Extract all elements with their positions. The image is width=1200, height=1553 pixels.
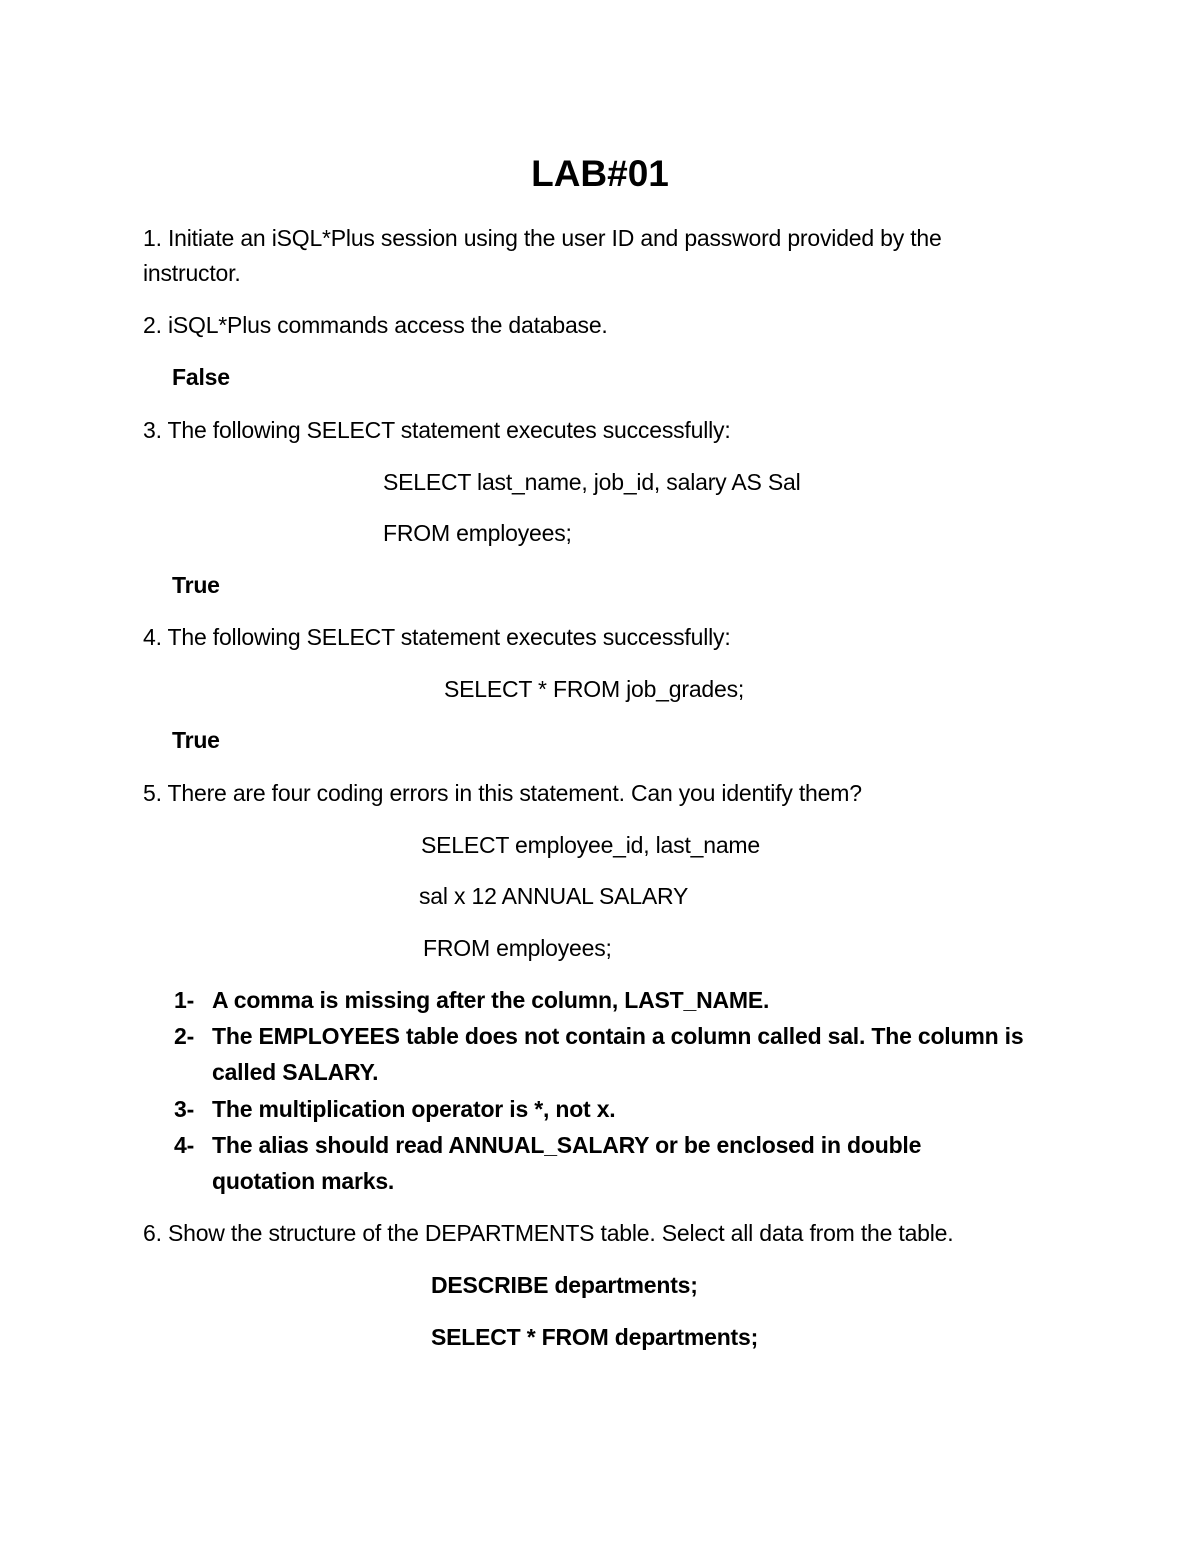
list-number: 2- [174,1023,195,1049]
question-5-code-line: SELECT employee_id, last_name [421,832,760,858]
question-5: 5. There are four coding errors in this statement. Can you identify them? [143,780,862,806]
question-6: 6. Show the structure of the DEPARTMENTS table. Select all data from the table. [143,1220,954,1246]
question-3-code-line: SELECT last_name, job_id, salary AS Sal [383,469,801,495]
answer-list-item [174,985,769,1015]
document-title: LAB#01 [531,153,669,194]
question-1-line-2: instructor. [143,260,241,286]
list-item-text: The multiplication operator is *, not x. [212,1096,616,1122]
list-item-text-continuation: quotation marks. [212,1168,395,1194]
question-3: 3. The following SELECT statement executes successfully: [143,417,731,443]
list-number: 3- [174,1096,195,1122]
list-item-text-continuation: called SALARY. [212,1059,379,1085]
question-5-code-line: FROM employees; [423,935,612,961]
list-number: 1- [174,987,195,1013]
question-4: 4. The following SELECT statement executes successfully: [143,624,731,650]
answer-list-item [174,1021,1023,1051]
answer-list-item [174,1130,921,1160]
list-item-text: A comma is missing after the column, LAST_NAME. [212,987,770,1013]
question-5-code-line: sal x 12 ANNUAL SALARY [419,883,689,909]
question-4-answer: True [172,727,220,753]
list-item-text: The EMPLOYEES table does not contain a column called sal. The column is [212,1023,1024,1049]
question-6-answer-code: DESCRIBE departments; [431,1272,698,1298]
list-item-text: The alias should read ANNUAL_SALARY or be enclosed in double [212,1132,922,1158]
question-6-answer-code: SELECT * FROM departments; [431,1324,759,1350]
answer-list-item [174,1094,616,1124]
question-1-line-1: 1. Initiate an iSQL*Plus session using the user ID and password provided by the [143,225,942,251]
question-3-answer: True [172,572,220,598]
question-2: 2. iSQL*Plus commands access the database. [143,312,608,338]
question-3-code-line: FROM employees; [383,520,572,546]
list-number: 4- [174,1132,195,1158]
question-2-answer: False [172,364,230,390]
question-4-code-line: SELECT * FROM job_grades; [444,676,745,702]
